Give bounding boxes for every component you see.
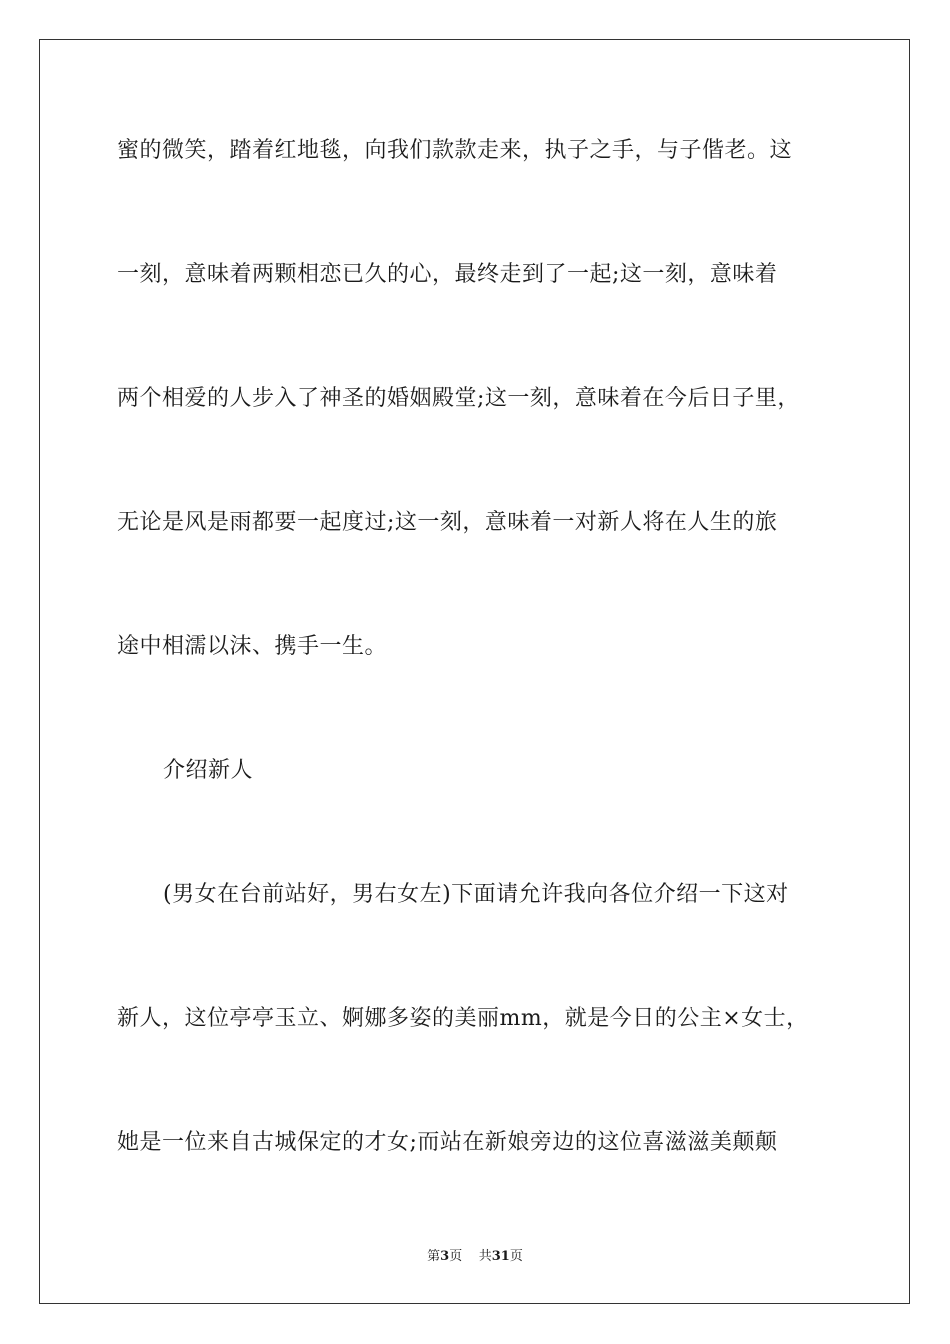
body-line-1: 蜜的微笑，踏着红地毯，向我们款款走来，执子之手，与子偕老。这 bbox=[117, 138, 793, 163]
total-suffix: 页 bbox=[509, 1249, 523, 1264]
body-line-3: 两个相爱的人步入了神圣的婚姻殿堂;这一刻，意味着在今后日子里， bbox=[117, 386, 800, 411]
paragraph2-line-1: (男女在台前站好，男右女左)下面请允许我向各位介绍一下这对 bbox=[163, 882, 789, 907]
page-prefix: 第 bbox=[427, 1249, 441, 1264]
page-number: 3 bbox=[440, 1249, 450, 1264]
total-pages: 31 bbox=[491, 1249, 510, 1264]
page-suffix: 页 bbox=[449, 1249, 463, 1264]
paragraph2-line-3: 她是一位来自古城保定的才女;而站在新娘旁边的这位喜滋滋美颠颠 bbox=[117, 1130, 778, 1155]
page-frame bbox=[39, 39, 910, 1304]
paragraph2-line-2: 新人，这位亭亭玉立、婀娜多姿的美丽mm，就是今日的公主×女士， bbox=[117, 1006, 809, 1031]
body-line-5: 途中相濡以沫、携手一生。 bbox=[117, 634, 388, 659]
page-footer bbox=[0, 1248, 950, 1266]
body-line-2: 一刻，意味着两颗相恋已久的心，最终走到了一起;这一刻，意味着 bbox=[117, 262, 778, 287]
body-line-4: 无论是风是雨都要一起度过;这一刻，意味着一对新人将在人生的旅 bbox=[117, 510, 778, 535]
section-heading: 介绍新人 bbox=[163, 758, 254, 783]
total-prefix: 共 bbox=[478, 1249, 492, 1264]
